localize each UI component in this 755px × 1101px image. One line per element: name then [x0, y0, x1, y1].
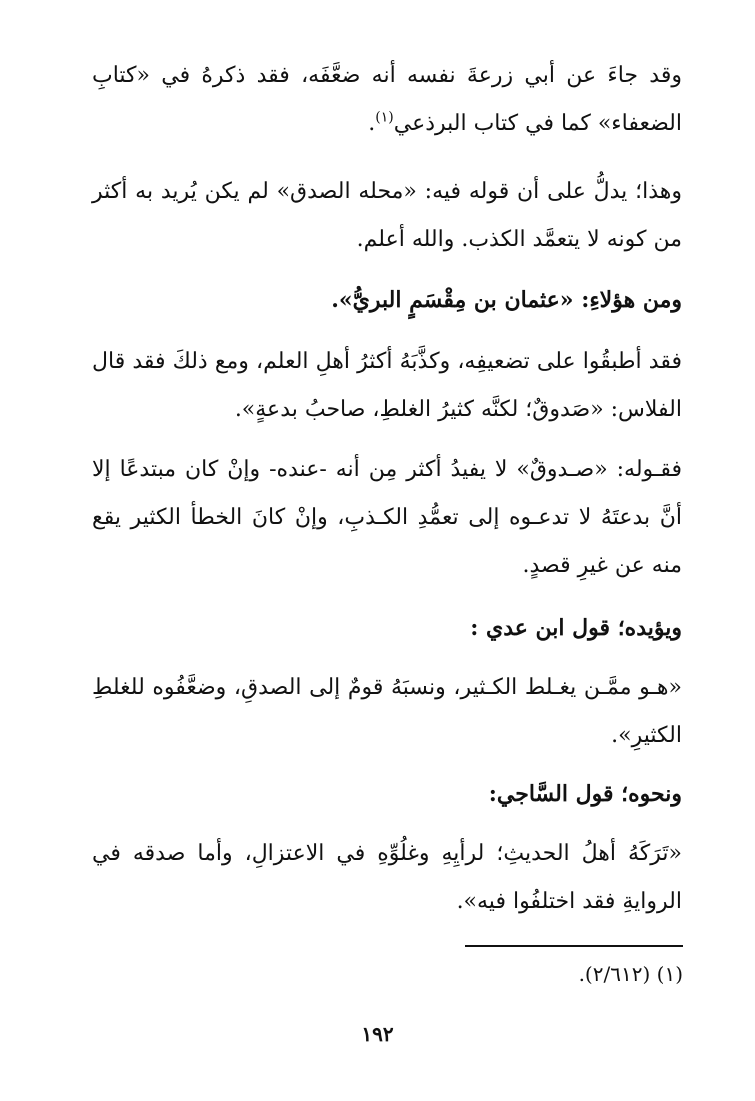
- paragraph-saduq-meaning: [92, 446, 682, 590]
- paragraph-text: ومن هؤلاءِ: «عثمان بن مِقْسَمٍ البريُّ».: [331, 287, 682, 313]
- footnote: (١) (٢/٦١٢).: [578, 962, 683, 986]
- page-number: ١٩٢: [361, 1022, 394, 1046]
- paragraph-text: وهذا؛ يدلُّ على أن قوله فيه: «محله الصدق» لم يكن يُريد به أكثر من كونه لا يتعمَّد الكذب. والله أعلم.: [92, 179, 682, 252]
- paragraph-text: وقد جاءَ عن أبي زرعةَ نفسه أنه ضعَّفَه، فقد ذكرهُ في «كتابِ الضعفاء» كما في كتاب البرذعي: [92, 63, 682, 136]
- footnote-divider: [465, 945, 683, 947]
- paragraph-saji-intro: [92, 770, 682, 818]
- paragraph-abu-zura: [92, 52, 682, 148]
- paragraph-text: ويؤيده؛ قول ابن عدي :: [470, 615, 682, 641]
- paragraph-fallas: [92, 338, 682, 434]
- paragraph-saji-quote: [92, 830, 682, 926]
- paragraph-uthman-heading: [92, 276, 682, 324]
- paragraph-text: «هـو ممَّـن يغـلط الكـثير، ونسبَهُ قومٌ إلى الصدقِ، وضعَّفُوه للغلطِ الكثيرِ».: [92, 675, 682, 748]
- paragraph-tail: .: [368, 111, 376, 136]
- paragraph-text: ونحوه؛ قول السَّاجي:: [488, 781, 682, 807]
- paragraph-text: فقد أطبقُوا على تضعيفِه، وكذَّبَهُ أكثرُ أهلِ العلم، ومع ذلكَ فقد قال الفلاس: «صَدوقٌ؛ لكنَّه كثيرُ الغلطِ، صاحبُ بدعةٍ».: [92, 349, 682, 422]
- paragraph-text: «تَرَكَهُ أهلُ الحديثِ؛ لرأيِهِ وغلُوِّهِ في الاعتزالِ، وأما صدقه في الروايةِ فقد اختلفُوا فيه».: [92, 841, 682, 914]
- paragraph-ibn-adi-intro: [92, 604, 682, 652]
- paragraph-ibn-adi-quote: [92, 664, 682, 760]
- footnote-marker: (١): [375, 109, 394, 126]
- paragraph-text: فقـوله: «صـدوقٌ» لا يفيدُ أكثر مِن أنه -عنده- وإنْ كان مبتدعًا إلا أنَّ بدعتَهُ لا تدعـوه إلى تعمُّدِ الكـذبِ، وإنْ كانَ الخطأ الكثير يقع منه عن غيرِ قصدٍ.: [92, 457, 682, 578]
- paragraph-mahallahu-sidq: [92, 168, 682, 264]
